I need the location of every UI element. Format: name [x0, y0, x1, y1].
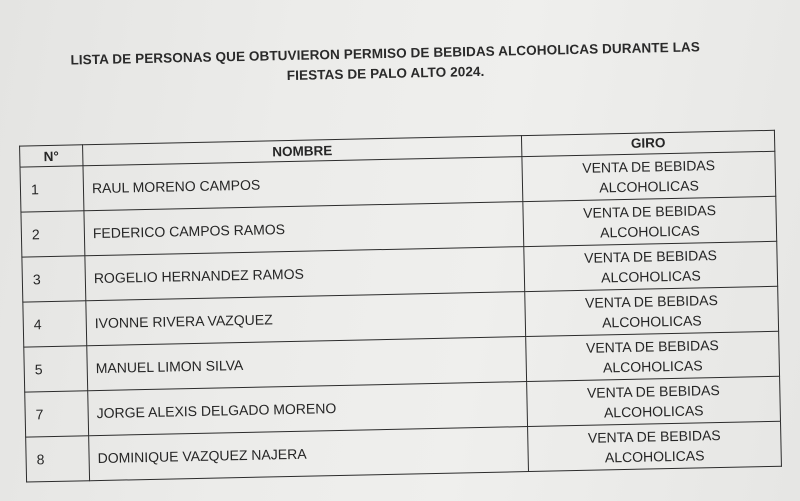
row-name: ROGELIO HERNANDEZ RAMOS [85, 247, 525, 301]
giro-line-1: VENTA DE BEBIDAS [585, 337, 719, 356]
row-giro [525, 286, 779, 336]
row-number: 2 [21, 211, 85, 257]
row-giro [523, 196, 777, 246]
giro-line-2: ALCOHOLICAS [601, 312, 702, 331]
giro-line-2: ALCOHOLICAS [599, 177, 700, 196]
permit-table [19, 130, 782, 483]
row-giro [522, 151, 776, 201]
giro-line-2: ALCOHOLICAS [602, 357, 703, 376]
row-name: RAUL MORENO CAMPOS [83, 157, 523, 211]
row-name: DOMINIQUE VAZQUEZ NAJERA [89, 427, 529, 481]
row-number: 5 [24, 346, 88, 392]
giro-line-1: VENTA DE BEBIDAS [586, 382, 720, 401]
giro-line-1: VENTA DE BEBIDAS [582, 157, 716, 176]
giro-line-2: ALCOHOLICAS [603, 402, 704, 421]
row-giro [528, 421, 782, 471]
row-number: 7 [25, 391, 89, 437]
header-name: NOMBRE [83, 136, 522, 166]
giro-line-2: ALCOHOLICAS [604, 447, 705, 466]
row-number: 3 [22, 256, 86, 302]
giro-line-2: ALCOHOLICAS [600, 222, 700, 241]
giro-line-1: VENTA DE BEBIDAS [587, 427, 721, 446]
giro-line-1: VENTA DE BEBIDAS [583, 247, 718, 266]
giro-line-1: VENTA DE BEBIDAS [584, 292, 718, 311]
row-giro [526, 331, 780, 381]
row-number: 8 [26, 436, 90, 482]
row-name: MANUEL LIMON SILVA [87, 337, 527, 391]
row-name: FEDERICO CAMPOS RAMOS [84, 202, 524, 256]
title-line-1: LISTA DE PERSONAS QUE OBTUVIERON PERMISO DE BEBIDAS ALCOHOLICAS DURANTE LAS [70, 39, 701, 68]
header-giro: GIRO [521, 130, 774, 156]
title-line-2: FIESTAS DE PALO ALTO 2024. [286, 63, 485, 84]
giro-line-2: ALCOHOLICAS [600, 267, 701, 286]
row-number: 1 [20, 166, 84, 212]
giro-line-1: VENTA DE BEBIDAS [583, 202, 717, 221]
header-number: N° [20, 145, 83, 167]
row-giro [524, 241, 778, 291]
row-giro [527, 376, 781, 426]
row-name: IVONNE RIVERA VAZQUEZ [86, 292, 526, 346]
row-name: JORGE ALEXIS DELGADO MORENO [88, 382, 528, 436]
document-title [35, 37, 736, 92]
row-number: 4 [23, 301, 87, 347]
